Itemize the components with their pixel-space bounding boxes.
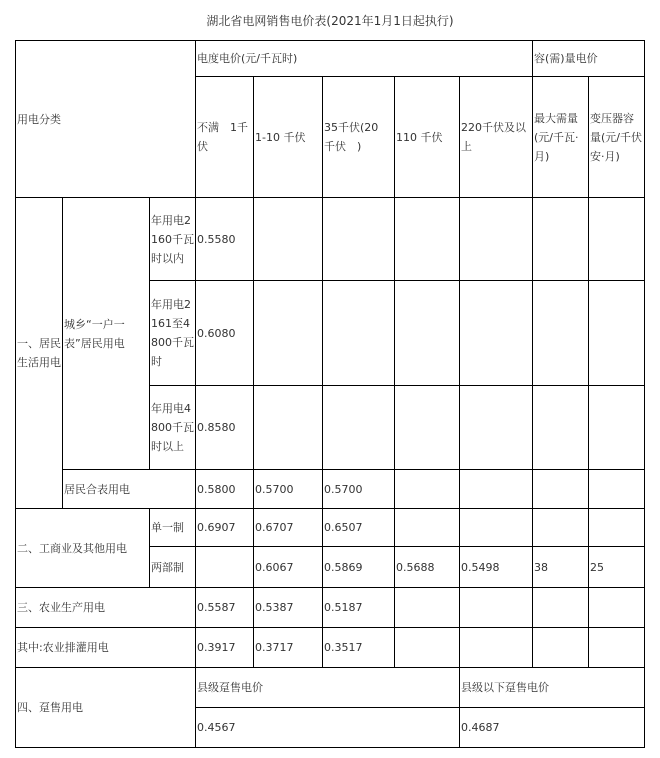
county-wholesale-price: 0.4567 xyxy=(196,708,460,748)
header-energy-price: 电度电价(元/千瓦时) xyxy=(196,41,533,77)
tier-price: 0.6080 xyxy=(196,281,254,386)
empty-cell xyxy=(395,628,460,668)
header-capacity-price: 容(需)量电价 xyxy=(533,41,645,77)
price-cell: 0.3517 xyxy=(323,628,395,668)
transformer-capacity-price: 25 xyxy=(589,547,645,588)
empty-cell xyxy=(395,198,460,281)
price-cell: 0.5700 xyxy=(254,470,323,509)
tier-label: 年用电4800千瓦时以上 xyxy=(150,386,196,470)
price-cell: 0.3717 xyxy=(254,628,323,668)
wholesale-label: 四、趸售用电 xyxy=(16,668,196,748)
empty-cell xyxy=(533,281,589,386)
empty-cell xyxy=(254,386,323,470)
empty-cell xyxy=(395,386,460,470)
tier-label: 年用电2160千瓦时以内 xyxy=(150,198,196,281)
tier-price: 0.5580 xyxy=(196,198,254,281)
tier-label: 年用电2161至4800千瓦时 xyxy=(150,281,196,386)
below-county-wholesale-label: 县级以下趸售电价 xyxy=(460,668,645,708)
empty-cell xyxy=(395,281,460,386)
empty-cell xyxy=(589,588,645,628)
empty-cell xyxy=(323,281,395,386)
county-wholesale-label: 县级趸售电价 xyxy=(196,668,460,708)
empty-cell xyxy=(589,198,645,281)
header-category: 用电分类 xyxy=(16,41,196,198)
price-cell: 0.5587 xyxy=(196,588,254,628)
header-voltage-110kv: 110 千伏 xyxy=(395,77,460,198)
header-voltage-1-10kv: 1-10 千伏 xyxy=(254,77,323,198)
empty-cell xyxy=(589,470,645,509)
empty-cell xyxy=(533,509,589,547)
price-cell: 0.6907 xyxy=(196,509,254,547)
price-cell: 0.6707 xyxy=(254,509,323,547)
one-meter-label: 城乡“一户一表”居民用电 xyxy=(63,198,150,470)
price-cell: 0.5387 xyxy=(254,588,323,628)
empty-cell xyxy=(196,547,254,588)
page-title: 湖北省电网销售电价表(2021年1月1日起执行) xyxy=(206,14,454,28)
price-cell: 0.5800 xyxy=(196,470,254,509)
price-cell: 0.5688 xyxy=(395,547,460,588)
header-voltage-35kv: 35千伏(20 千伏 ) xyxy=(323,77,395,198)
empty-cell xyxy=(460,509,533,547)
empty-cell xyxy=(589,628,645,668)
price-cell: 0.5187 xyxy=(323,588,395,628)
empty-cell xyxy=(254,198,323,281)
header-max-demand: 最大需量(元/千瓦·月) xyxy=(533,77,589,198)
empty-cell xyxy=(323,198,395,281)
empty-cell xyxy=(460,470,533,509)
residential-label: 一、居民生活用电 xyxy=(16,198,63,509)
max-demand-price: 38 xyxy=(533,547,589,588)
empty-cell xyxy=(589,281,645,386)
empty-cell xyxy=(533,386,589,470)
empty-cell xyxy=(460,588,533,628)
empty-cell xyxy=(589,386,645,470)
agriculture-label: 三、农业生产用电 xyxy=(16,588,196,628)
empty-cell xyxy=(254,281,323,386)
price-cell: 0.5700 xyxy=(323,470,395,509)
empty-cell xyxy=(460,386,533,470)
empty-cell xyxy=(533,198,589,281)
header-transformer-capacity: 变压器容量(元/千伏安·月) xyxy=(589,77,645,198)
empty-cell xyxy=(395,509,460,547)
price-cell: 0.5498 xyxy=(460,547,533,588)
industrial-label: 二、工商业及其他用电 xyxy=(16,509,150,588)
empty-cell xyxy=(460,628,533,668)
price-cell: 0.6507 xyxy=(323,509,395,547)
empty-cell xyxy=(533,588,589,628)
price-table xyxy=(15,40,645,748)
price-cell: 0.3917 xyxy=(196,628,254,668)
below-county-wholesale-price: 0.4687 xyxy=(460,708,645,748)
single-rate-label: 单一制 xyxy=(150,509,196,547)
empty-cell xyxy=(395,470,460,509)
tier-price: 0.8580 xyxy=(196,386,254,470)
two-part-rate-label: 两部制 xyxy=(150,547,196,588)
empty-cell xyxy=(323,386,395,470)
irrigation-label: 其中:农业排灌用电 xyxy=(16,628,196,668)
empty-cell xyxy=(533,628,589,668)
empty-cell xyxy=(589,509,645,547)
empty-cell xyxy=(460,198,533,281)
empty-cell xyxy=(533,470,589,509)
header-voltage-220kv: 220千伏及以上 xyxy=(460,77,533,198)
price-cell: 0.6067 xyxy=(254,547,323,588)
empty-cell xyxy=(460,281,533,386)
price-cell: 0.5869 xyxy=(323,547,395,588)
empty-cell xyxy=(395,588,460,628)
header-voltage-under-1kv: 不满 1千伏 xyxy=(196,77,254,198)
combined-meter-label: 居民合表用电 xyxy=(63,470,196,509)
